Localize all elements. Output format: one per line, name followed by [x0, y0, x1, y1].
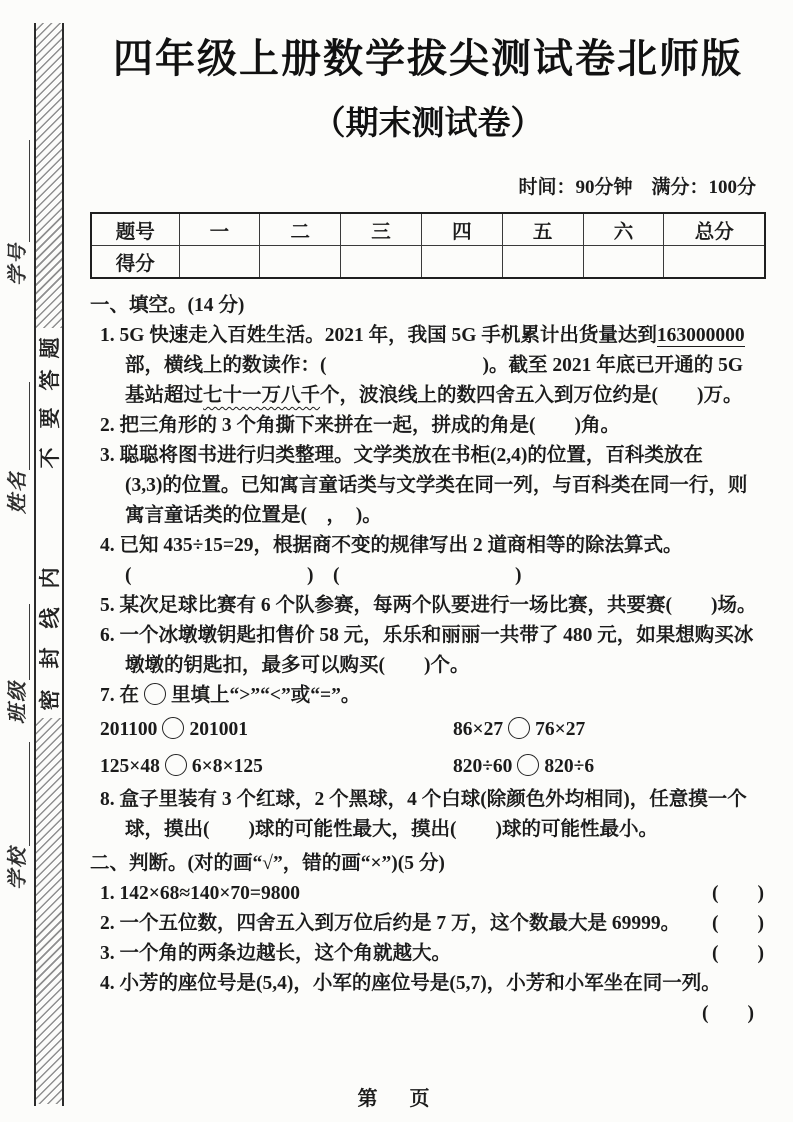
- score-cell: [421, 246, 502, 279]
- comparison-left: 820÷60: [452, 756, 513, 777]
- fill-q1-line1: [90, 321, 766, 351]
- seal-text-char: 题: [38, 337, 62, 359]
- seal-hatch-bottom: [36, 718, 62, 1104]
- exam-title: 四年级上册数学拔尖测试卷北师版: [113, 37, 743, 81]
- section-1-heading: 一、填空。(14 分): [90, 295, 245, 316]
- score-col-5: 五: [502, 213, 583, 246]
- score-table-score-row: [91, 246, 765, 279]
- page-footer: 第 页: [357, 1088, 436, 1110]
- judge-text: 1. 142×68≈140×70=9800: [100, 883, 301, 904]
- school-field: [4, 742, 30, 890]
- fill-q8-line1: 8. 盒子里装有 3 个红球，2 个黑球，4 个白球(除颜色外均相同)，任意摸一个: [100, 789, 747, 810]
- seal-hatch-top: [36, 23, 62, 328]
- fill-q7-text: 7. 在: [100, 685, 140, 706]
- fill-q4-answer-blanks: ( ) ( ): [125, 565, 522, 586]
- fill-q1-line2: 部，横线上的数读作：( )。截至 2021 年底已开通的 5G: [125, 355, 744, 376]
- comparison-right: 201001: [189, 719, 248, 740]
- fill-q2-line: 2. 把三角形的 3 个角撕下来拼在一起，拼成的角是( )角。: [100, 415, 620, 436]
- fill-q4-line1: 4. 已知 435÷15=29，根据商不变的规律写出 2 道商相等的除法算式。: [100, 535, 683, 556]
- seal-text-char: 要: [38, 407, 62, 429]
- score-cell: [341, 246, 422, 279]
- comparison-grid: [90, 715, 766, 782]
- fill-q3-line1: 3. 聪聪将图书进行归类整理。文学类放在书柜(2,4)的位置，百科类放在: [100, 445, 703, 466]
- score-cell: [502, 246, 583, 279]
- comparison-left: 201100: [100, 719, 158, 740]
- fill-q1-text: 个，波浪线上的数四舍五入到万位约是( )万。: [320, 385, 743, 406]
- class-blank-line: [7, 604, 30, 680]
- comparison-left: 125×48: [100, 756, 160, 777]
- section-2-heading: 二、判断。(对的画“√”，错的画“×”)(5 分): [90, 853, 445, 874]
- score-col-2: 二: [260, 213, 341, 246]
- score-cell: [664, 246, 765, 279]
- seal-text-char: 封: [38, 647, 62, 669]
- judge-answer-blank: ( ): [712, 943, 764, 964]
- score-col-total: 总分: [664, 213, 765, 246]
- class-label: 班级: [7, 680, 29, 724]
- judge-item-2: [90, 909, 766, 939]
- score-table: [90, 212, 766, 279]
- school-label: 学校: [7, 846, 29, 890]
- fill-q6-line2: 墩墩的钥匙扣，最多可以购买( )个。: [125, 655, 470, 676]
- score-table-header-row: [91, 213, 765, 246]
- seal-text-char: 密: [38, 689, 62, 711]
- judge-text: 3. 一个角的两条边越长，这个角就越大。: [100, 943, 452, 964]
- judge-text: 2. 一个五位数，四舍五入到万位后约是 7 万，这个数最大是 69999。: [100, 913, 681, 934]
- student-name-field: [4, 382, 30, 514]
- judge-item-4: 4. 小芳的座位号是(5,4)，小军的座位号是(5,7)，小芳和小军坐在同一列。: [100, 973, 721, 994]
- student-name-blank-line: [7, 382, 30, 470]
- comparison-item: [453, 715, 766, 745]
- fill-q1-text: 1. 5G 快速走入百姓生活。2021 年，我国 5G 手机累计出货量达到: [100, 325, 657, 346]
- comparison-circle-blank: [162, 717, 184, 739]
- judge-answer-blank: ( ): [712, 883, 764, 904]
- comparison-circle-icon: [144, 683, 166, 705]
- score-col-3: 三: [341, 213, 422, 246]
- fill-q7-line: [90, 681, 766, 711]
- fill-q3-line2: (3,3)的位置。已知寓言童话类与文学类在同一列，与百科类在同一行，则: [125, 475, 748, 496]
- fill-q1-underlined-number: 163000000: [656, 325, 745, 346]
- student-id-blank-line: [7, 140, 30, 242]
- score-col-6: 六: [583, 213, 664, 246]
- student-id-label: 学号: [7, 242, 29, 286]
- seal-text-char: 不: [38, 447, 62, 469]
- comparison-item: [100, 715, 453, 745]
- comparison-right: 820÷6: [544, 756, 595, 777]
- fill-q1-line3: [90, 381, 766, 411]
- score-col-1: 一: [179, 213, 260, 246]
- comparison-circle-blank: [165, 754, 187, 776]
- fill-q6-line1: 6. 一个冰墩墩钥匙扣售价 58 元，乐乐和丽丽一共带了 480 元，如果想购买冰: [100, 625, 754, 646]
- judge-item-4-answer-line: [90, 999, 766, 1029]
- time-score-info: 时间：90分钟 满分：100分: [518, 177, 756, 198]
- score-table-corner: 题号: [91, 213, 179, 246]
- score-col-4: 四: [421, 213, 502, 246]
- student-name-label: 姓名: [7, 470, 29, 514]
- judge-item-1: [90, 879, 766, 909]
- exam-subtitle: （期末测试卷）: [312, 104, 544, 141]
- seal-text-char: 内: [38, 567, 62, 589]
- exam-content: [90, 32, 766, 1029]
- fill-q1-text: 基站超过: [125, 385, 204, 406]
- fill-q1-wavy-underlined-text: 七十一万八千: [203, 385, 321, 406]
- judge-answer-blank: ( ): [712, 913, 764, 934]
- class-field: [4, 604, 30, 724]
- fill-q5-line: 5. 某次足球比赛有 6 个队参赛，每两个队要进行一场比赛，共要赛( )场。: [100, 595, 757, 616]
- score-cell: [583, 246, 664, 279]
- score-row-label: 得分: [91, 246, 179, 279]
- score-cell: [260, 246, 341, 279]
- fill-q8-line2: 球，摸出( )球的可能性最大，摸出( )球的可能性最小。: [125, 819, 658, 840]
- comparison-circle-blank: [517, 754, 539, 776]
- comparison-right: 6×8×125: [191, 756, 263, 777]
- comparison-circle-blank: [508, 717, 530, 739]
- seal-text-char: 答: [38, 369, 62, 391]
- student-id-field: [4, 140, 30, 286]
- judge-item-3: [90, 939, 766, 969]
- seal-text-char: 线: [38, 607, 62, 629]
- score-cell: [179, 246, 260, 279]
- comparison-left: 86×27: [452, 719, 504, 740]
- fill-q7-text: 里填上“>”“<”或“=”。: [171, 685, 361, 706]
- comparison-right: 76×27: [535, 719, 586, 740]
- judge-answer-blank: ( ): [702, 1003, 754, 1024]
- comparison-item: [100, 752, 453, 782]
- fill-q3-line3: 寓言童话类的位置是( ， )。: [125, 505, 382, 526]
- comparison-item: [453, 752, 766, 782]
- school-blank-line: [7, 742, 30, 846]
